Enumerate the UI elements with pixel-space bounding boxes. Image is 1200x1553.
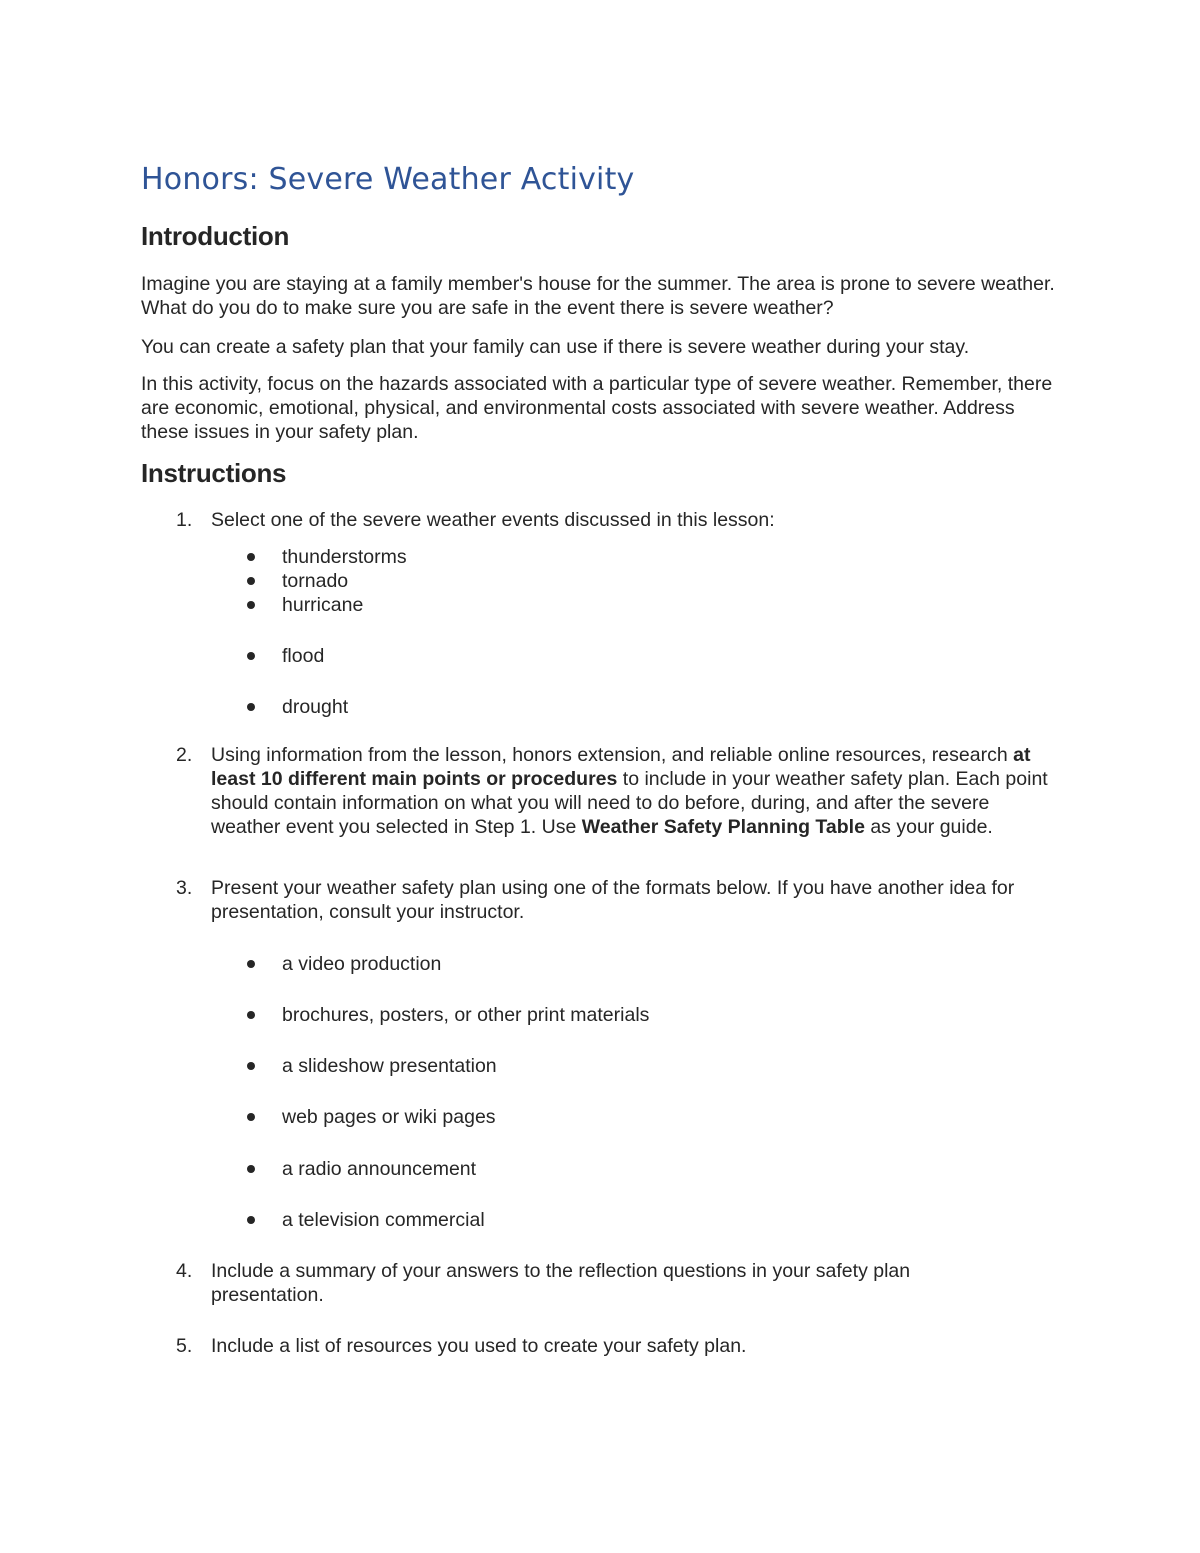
list-item: drought bbox=[282, 696, 349, 718]
bullet-icon bbox=[247, 1011, 255, 1019]
step-1-text: Select one of the severe weather events discussed in this lesson: bbox=[211, 509, 775, 531]
step-2-text-part: Using information from the lesson, honors extension, and reliable online resources, research bbox=[211, 744, 1014, 766]
step-2-text bbox=[211, 743, 1061, 839]
bullet-icon bbox=[247, 601, 255, 609]
step-3-text: Present your weather safety plan using one of the formats below. If you have another idea for presentation, consult your instructor. bbox=[211, 877, 1015, 923]
intro-paragraph-2: You can create a safety plan that your family can use if there is severe weather during your stay. bbox=[141, 336, 970, 358]
step-5-text: Include a list of resources you used to create your safety plan. bbox=[211, 1335, 747, 1357]
intro-paragraph-1: Imagine you are staying at a family member's house for the summer. The area is prone to severe weather. What do you do to make sure you are safe in the event there is severe weather? bbox=[141, 273, 1055, 319]
list-item: hurricane bbox=[282, 594, 364, 616]
list-item: thunderstorms bbox=[282, 546, 407, 568]
bullet-icon bbox=[247, 1165, 255, 1173]
introduction-heading: Introduction bbox=[141, 221, 290, 251]
bullet-icon bbox=[247, 960, 255, 968]
step-number: 5. bbox=[176, 1335, 193, 1357]
bullet-icon bbox=[247, 553, 255, 561]
list-item: a video production bbox=[282, 953, 442, 975]
step-2-bold-table-name: Weather Safety Planning Table bbox=[581, 816, 865, 838]
list-item: a slideshow presentation bbox=[282, 1055, 497, 1077]
list-item: brochures, posters, or other print materials bbox=[282, 1004, 650, 1026]
step-number: 1. bbox=[176, 509, 193, 531]
list-item: a television commercial bbox=[282, 1209, 485, 1231]
list-item: a radio announcement bbox=[282, 1158, 477, 1180]
list-item: flood bbox=[282, 645, 325, 667]
bullet-icon bbox=[247, 577, 255, 585]
step-number: 2. bbox=[176, 744, 193, 766]
step-4-text: Include a summary of your answers to the reflection questions in your safety plan presentation. bbox=[211, 1260, 911, 1306]
bullet-icon bbox=[247, 652, 255, 660]
bullet-icon bbox=[247, 1216, 255, 1224]
bullet-icon bbox=[247, 703, 255, 711]
instructions-heading: Instructions bbox=[141, 458, 287, 488]
step-number: 4. bbox=[176, 1260, 193, 1282]
step-number: 3. bbox=[176, 877, 193, 899]
list-item: tornado bbox=[282, 570, 349, 592]
step-2-bold-requirement: at least 10 different main points or procedures bbox=[211, 744, 1031, 790]
step-2-text-part: as your guide. bbox=[864, 816, 993, 838]
bullet-icon bbox=[247, 1062, 255, 1070]
step-2-text-part: to include in your weather safety plan. Each point should contain information on what you will need to do before, during, and after the severe weather event you selected in Step 1. Use bbox=[211, 768, 1048, 838]
document-title: Honors: Severe Weather Activity bbox=[141, 162, 635, 197]
intro-paragraph-3: In this activity, focus on the hazards associated with a particular type of severe weather. Remember, there are economic, emotional, physical, and environmental costs associated with severe weather. Address these issues in your safety plan. bbox=[141, 373, 1053, 443]
list-item: web pages or wiki pages bbox=[282, 1106, 496, 1128]
bullet-icon bbox=[247, 1113, 255, 1121]
